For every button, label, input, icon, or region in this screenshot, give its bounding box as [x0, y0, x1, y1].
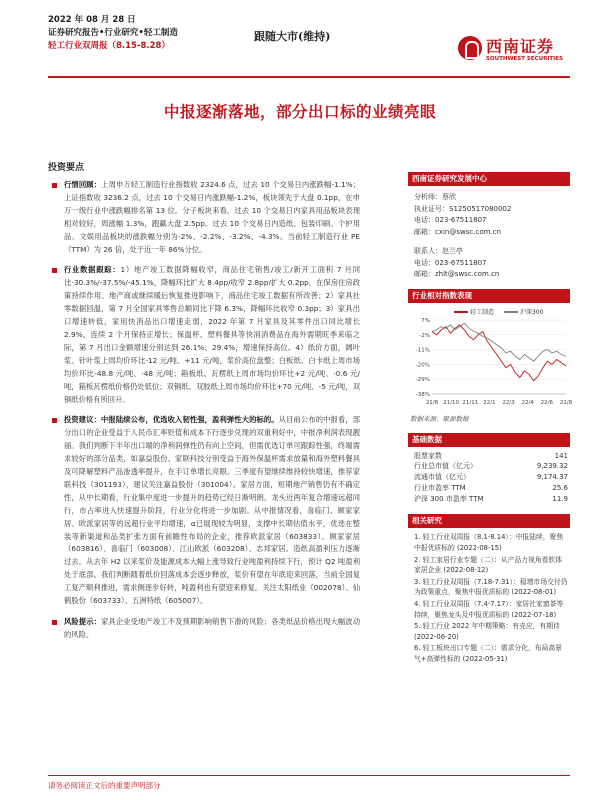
contact-line: 联系人：赵兰亭	[414, 247, 463, 255]
relative-index-chart	[408, 289, 573, 423]
analyst-line: 邮箱：cxin@swsc.com.cn	[414, 227, 501, 236]
industry-rating: 跟随大市(维持)	[254, 30, 331, 43]
basic-data-row	[414, 494, 568, 505]
report-date: 2022 年 08 月 28 日	[48, 15, 136, 25]
related-research-item[interactable]: 1. 轻工行业双周报（8.1-8.14）：中报陆续，聚焦中报优质标的 (2022-08-15)	[414, 533, 564, 553]
basic-data-row	[414, 483, 568, 494]
analyst-line: 电话：023-67511807	[414, 216, 487, 224]
basic-data-title: 基础数据	[408, 433, 570, 447]
legend-item	[504, 307, 543, 316]
company-logo	[458, 32, 570, 76]
y-tick-label: -38%	[415, 391, 430, 398]
related-research-item[interactable]: 6. 轻工板块出口专题（二）：需求分化，布局高景气+高弹性标的 (2022-05-31)	[414, 644, 562, 664]
row-value: 9,174.37	[536, 473, 568, 482]
main-content	[48, 160, 360, 650]
row-value: 9,239.32	[536, 462, 568, 471]
y-tick-label: -20%	[415, 361, 430, 368]
basic-data-row	[414, 451, 568, 462]
x-tick-label: 21/8	[425, 399, 439, 406]
related-research-item[interactable]: 3. 轻工行业双周报（7.18-7.31）：稳增市场交付仍为政策重点，聚焦中报优质标的 (2022-08-01)	[414, 577, 568, 597]
report-series: 轻工行业双周报（8.15-8.28）	[48, 41, 170, 51]
paragraph-text: 上周申万轻工制造行业指数收 2324.6 点，过去 10 个交易日内涨跌幅-1.1%；上证指数收 3236.2 点，过去 10 个交易日内涨跌幅-1.2%，板块领先于大盘 0.1pp，在申万一级行业中涨跌幅排名第 13 位。分子板块来看，过去 10 个交易日内家具用品板块表现相对较好，周涨幅 1.3%，跑赢大盘 2.5pp。过去 10 个交易日内造纸、包装印刷、个护用品、文娱用品板块的涨跌幅分别为-2%、-2.2%、-3.2%、-4.3%。当前轻工制造行业 PE（TTM）为 26 倍，处于近一年 86%分位。	[64, 180, 361, 254]
row-label: 流通市值（亿元）	[414, 473, 470, 482]
header-meta	[48, 14, 178, 53]
y-tick-label: -11%	[415, 347, 430, 354]
y-tick-label: 7%	[421, 317, 430, 324]
x-tick-label: 21/11	[462, 399, 479, 406]
row-label: 行业总市值（亿元）	[414, 462, 477, 471]
paragraph-text: 家具企业受地产竣工不及预期影响销售下滑的风险；各类纸品价格出现大幅波动的风险。	[64, 617, 360, 639]
header-divider	[48, 76, 570, 78]
x-tick-label: 22/8	[559, 399, 573, 406]
row-value: 141	[554, 451, 568, 460]
row-value: 11.9	[552, 494, 568, 503]
report-title: 中报逐渐落地，部分出口标的业绩亮眼	[163, 102, 436, 121]
footer-divider	[48, 775, 570, 776]
row-label: 行业市盈率 TTM	[414, 483, 466, 492]
related-research-item[interactable]: 5. 轻工行业 2022 年中期策略：有壳应，有期待 (2022-06-20)	[414, 622, 560, 641]
section-title: 投资要点	[48, 163, 85, 173]
chart-title: 行业相对指数表现	[408, 289, 570, 303]
logo-mark-icon	[458, 36, 482, 60]
paragraph-lead: 行情回顾：	[64, 180, 102, 189]
paragraph-lead: 风险提示：	[64, 617, 102, 626]
chart-source: 数据来源：聚源数据	[410, 414, 469, 423]
footer-disclaimer: 请务必阅读正文后的重要声明部分	[48, 781, 161, 790]
sidebar	[408, 172, 573, 666]
logo-name-en: SOUTHWEST SECURITIES	[486, 56, 563, 62]
row-label: 股票家数	[414, 451, 442, 460]
paragraph-risk	[48, 616, 360, 642]
basic-data-table	[408, 447, 570, 505]
contact-line: 电话：023-67511807	[414, 258, 487, 267]
paragraph-text: 从目前公布的中报看，部分出口的企业受益于人民币汇率贬值和成本下行逐步兑现的双重利好中，中报净利润表现靓丽。我们判断下半年出口端的净利润弹性仍有向上空间，但需优选订单可跟踪性强，终端需求较好的部分品类，如嘉益股份、家联科技分别受益于海外保温杯需求放量和海外塑料餐具及可降解塑料产品渗透率提升，在手订单增长亮眼。三季度有望继续维持较快增速，推荐家联科技（301193），建议关注嘉益股份（301004）。家居方面，短期地产销售仍有不确定性，从中长期看，行业集中度进一步提升的趋势已经日渐明朗，龙头近两年复合增速远超同行，市占率进入快速提升阶段，行业分化将进一步加剧。从中报情况看，喜临门、顾家家居、欧派家居等的远超行业平均增速，α已展现较为明显，支撑中长期估值水平，优选在整装等新渠道和品类扩张方面有前瞻性布局的企业，推荐欧派家居（603833）、顾家家居（603816）、喜临门（603008）、江山欧派（603208）、志邦家居。造纸高盈利压力逐渐过去，从去年 H2 以来浆价及能源成本大幅上涨导致行业吨盈利持续下行，预计 Q2 吨盈利处于底部。我们判断随着纸价回落成本会逐步释放，浆价有望在年底迎来回落，当前全国复工复产顺利推进，需求侧逐步好转，吨盈利也有望迎来修复。关注太阳纸业（002078）、仙鹤股份（603733）、五洲特纸（605007）。	[64, 415, 361, 606]
analyst-line: 分析师：蔡欣	[414, 193, 456, 201]
legend-label: 沪深300	[520, 308, 544, 316]
series-line	[432, 324, 566, 380]
related-research-item[interactable]: 4. 轻工行业双周报（7.4-7.17）：家居社家窗茶等持续，聚焦龙头及中报优质标的 (2022-07-18)	[414, 600, 564, 619]
series-line	[432, 323, 566, 361]
paragraph-data-tracking	[48, 264, 360, 406]
x-tick-label: 22/1	[483, 399, 496, 406]
report-type: 证券研究报告•行业研究•轻工制造	[48, 28, 178, 38]
x-tick-label: 22/3	[502, 399, 515, 406]
row-label: 沪深 300 市盈率 TTM	[414, 494, 484, 503]
related-research-item[interactable]: 2. 轻工家居行业专题（二）：从产品力视角看软体家居企业 (2022-08-12)	[414, 555, 562, 575]
line-chart	[408, 316, 573, 408]
x-tick-label: 22/4	[521, 399, 534, 406]
related-research-list	[408, 528, 570, 664]
y-tick-label: -2%	[419, 332, 430, 339]
paragraph-market-review	[48, 179, 360, 256]
x-tick-label: 21/10	[443, 399, 460, 406]
legend-label: 轻工制造	[470, 308, 495, 316]
paragraph-text: 1）地产竣工数据降幅收窄，商品住宅销售/竣工/新开工面积 7 月同比-30.3%/-37.5%/-45.1%，降幅环比扩大 8.4pp/收窄 2.8pp/扩大 0.2pp，在保房住房政策持续作用、地产商或继续暖后恢复推进影响下，商品住宅竣工数据有所改善；2）家具社零数据回温，第 7 月全国家具零售总额同比下降 6.3%，降幅环比收窄 0.3pp；3）家具出口增速转低，家用快消品出口增速走弱，2022 年第 7 月家具及其零件出口同比增长 2.9%，连续 2 个月保持正增长；保温杯、塑料餐具等快消消费品在海外需期旺季来临之际，第 7 月出口金额增速分别达到 26.1%、29.4%，增速保持高位。4）纸价方面，阔叶浆、针叶浆上周均价环比-12 元/吨、+11 元/吨，浆价高位盘整；白板纸、白卡纸上周市场均价环比-48.8 元/吨、-48 元/吨；箱板纸、瓦楞纸上周市场均价环比+2 元/吨、-0.6 元/吨，箱板瓦楞纸价格仍处低位；双铜纸、双胶纸上周市场均价环比+70 元/吨、-5 元/吨，双铜纸价格有所回升。	[64, 265, 361, 404]
x-tick-label: 22/6	[540, 399, 554, 406]
paragraph-lead: 投资建议：中报陆续公布，优选收入韧性强，盈利弹性大的标的。	[64, 415, 279, 425]
y-tick-label: -29%	[415, 376, 430, 383]
paragraph-lead: 行业数据跟踪：	[64, 265, 121, 275]
row-value: 25.6	[552, 483, 568, 492]
analyst-info	[408, 186, 570, 285]
analyst-section-title: 西南证券研究发展中心	[408, 172, 570, 186]
legend-item	[454, 307, 494, 316]
basic-data-row	[414, 461, 568, 472]
contact-line: 邮箱：zhlt@swsc.com.cn	[414, 270, 500, 278]
report-header	[48, 12, 570, 76]
analyst-line: 执业证号：S1250517080002	[414, 204, 512, 213]
basic-data-row	[414, 472, 568, 483]
logo-name-cn: 西南证券	[486, 37, 555, 56]
related-research-title: 相关研究	[408, 514, 570, 528]
chart-legend	[408, 303, 570, 316]
paragraph-investment-advice	[48, 414, 360, 608]
